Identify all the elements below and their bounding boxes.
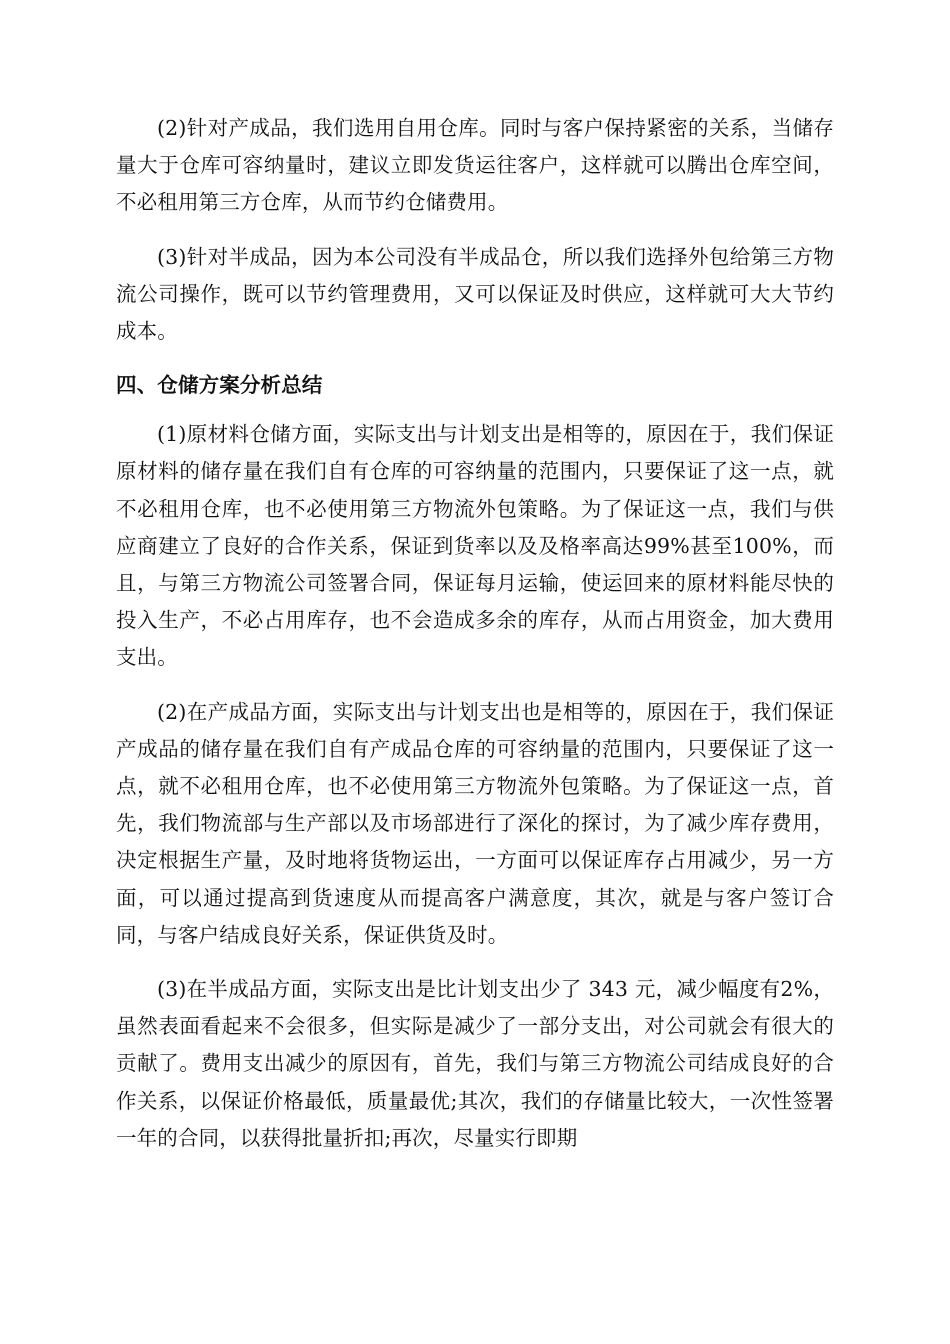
paragraph-semi-finished-goods-summary: (3)在半成品方面，实际支出是比计划支出少了 343 元，减少幅度有2%，虽然表面看起来不会很多，但实际是减少了一部分支出，对公司就会有很大的贡献了。费用支出减少的原因有，首先，我们与第三方物流公司结成良好的合作关系，以保证价格最低，质量最优;其次，我们的存储量比较大，一次性签署一年的合同，以获得批量折扣;再次，尽量实行即期: [116, 977, 834, 1150]
section-heading: 四、仓储方案分析总结: [116, 373, 323, 398]
paragraph-semi-finished-goods-outsourcing: (3)针对半成品，因为本公司没有半成品仓，所以我们选择外包给第三方物流公司操作，既可以节约管理费用，又可以保证及时供应，这样就可大大节约成本。: [116, 244, 834, 344]
document-page: [116, 110, 834, 1174]
paragraph-raw-materials-summary: (1)原材料仓储方面，实际支出与计划支出是相等的，原因在于，我们保证原材料的储存量在我们自有仓库的可容纳量的范围内，只要保证了这一点，就不必租用仓库，也不必使用第三方物流外包策略。为了保证这一点，我们与供应商建立了良好的合作关系，保证到货率以及及格率高达99%甚至100%，而且，与第三方物流公司签署合同，保证每月运输，使运回来的原材料能尽快的投入生产，不必占用库存，也不会造成多余的库存，从而占用资金，加大费用支出。: [116, 422, 834, 670]
paragraph-finished-goods-summary: (2)在产成品方面，实际支出与计划支出也是相等的，原因在于，我们保证产成品的储存量在我们自有产成品仓库的可容纳量的范围内，只要保证了这一点，就不必租用仓库，也不必使用第三方物流外包策略。为了保证这一点，首先，我们物流部与生产部以及市场部进行了深化的探讨，为了减少库存费用，决定根据生产量，及时地将货物运出，一方面可以保证库存占用减少，另一方面，可以通过提高到货速度从而提高客户满意度，其次，就是与客户签订合同，与客户结成良好关系，保证供货及时。: [116, 699, 834, 947]
paragraph-finished-goods-storage: (2)针对产成品，我们选用自用仓库。同时与客户保持紧密的关系，当储存量大于仓库可容纳量时，建议立即发货运往客户，这样就可以腾出仓库空间，不必租用第三方仓库，从而节约仓储费用。: [116, 116, 834, 215]
